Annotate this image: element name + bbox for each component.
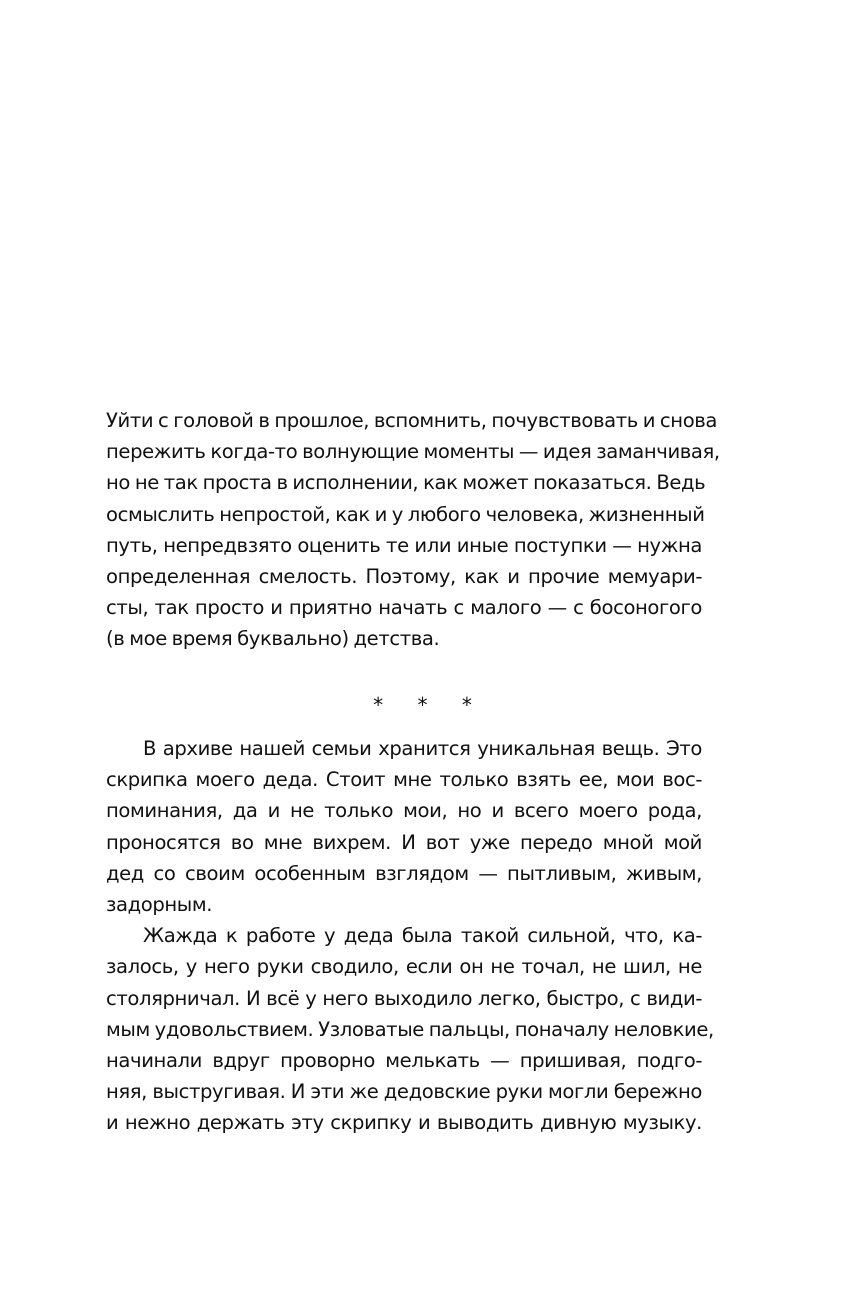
text-line: задорным. bbox=[106, 893, 213, 917]
text-line: начинали вдруг проворно мелькать — пришивая, подго- bbox=[106, 1049, 702, 1073]
text-line: мым удовольствием. Узловатые пальцы, поначалу неловкие, bbox=[106, 1017, 714, 1041]
intro-paragraph bbox=[106, 405, 720, 655]
text-line: путь, непредвзято оценить те или иные поступки — нужна bbox=[106, 533, 702, 557]
text-line: проносятся во мне вихрем. И вот уже передо мной мой bbox=[106, 830, 702, 854]
text-line: поминания, да и не только мои, но и всего моего рода, bbox=[106, 799, 702, 823]
text-line: определенная смелость. Поэтому, как и прочие мемуари- bbox=[106, 565, 702, 589]
text-line: Жажда к работе у деда была такой сильной, что, ка- bbox=[143, 924, 702, 948]
text-line: осмыслить непростой, как и у любого человека, жизненный bbox=[106, 502, 705, 526]
paragraph-violin bbox=[106, 733, 702, 920]
text-line: (в мое время буквально) детства. bbox=[106, 627, 440, 651]
text-line: залось, у него руки сводило, если он не точал, не шил, не bbox=[106, 955, 702, 979]
text-line: пережить когда-то волнующие моменты — идея заманчивая, bbox=[106, 440, 720, 464]
section-separator: * * * bbox=[373, 693, 486, 717]
text-line: скрипка моего деда. Стоит мне только взять ее, мои вос- bbox=[106, 768, 702, 792]
text-line: дед со своим особенным взглядом — пытливым, живым, bbox=[106, 861, 702, 885]
text-line: сты, так просто и приятно начать с малого — с босоногого bbox=[106, 596, 702, 620]
text-line: столярничал. И всё у него выходило легко, быстро, с види- bbox=[106, 986, 702, 1010]
body-text bbox=[106, 733, 714, 1139]
paragraph-grandfather-work bbox=[106, 920, 714, 1138]
text-line: Уйти с головой в прошлое, вспомнить, почувствовать и снова bbox=[106, 409, 718, 432]
text-line: и нежно держать эту скрипку и выводить дивную музыку. bbox=[106, 1111, 702, 1135]
text-line: няя, выстругивая. И эти же дедовские руки могли бережно bbox=[106, 1080, 702, 1104]
text-line: В архиве нашей семьи хранится уникальная вещь. Это bbox=[143, 737, 702, 760]
text-line: но не так проста в исполнении, как может показаться. Ведь bbox=[106, 471, 706, 495]
